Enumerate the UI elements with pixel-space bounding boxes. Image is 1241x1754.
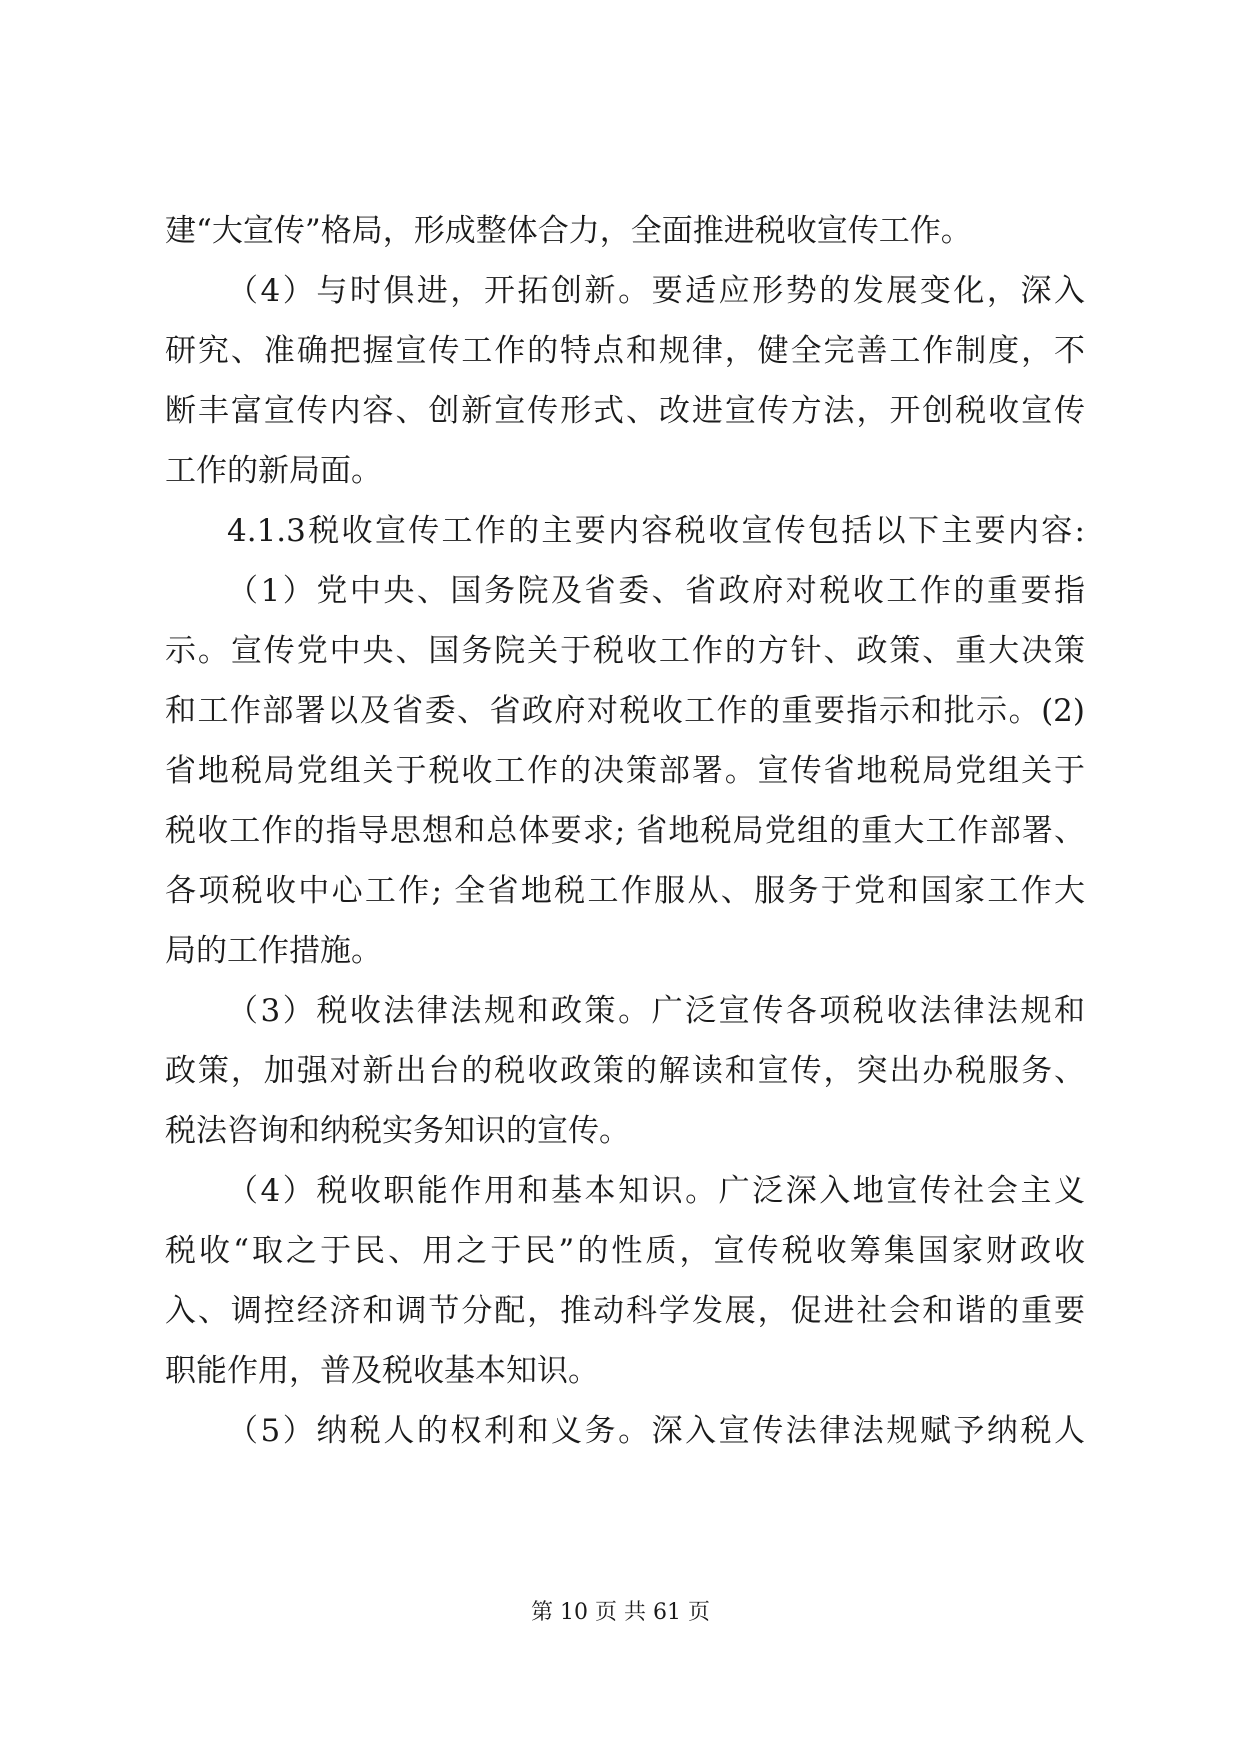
paragraph-line: 省地税局党组关于税收工作的决策部署。宣传省地税局党组关于: [165, 753, 1085, 789]
paragraph-line: （4）税收职能作用和基本知识。广泛深入地宣传社会主义: [227, 1173, 1085, 1209]
paragraph-line: 断丰富宣传内容、创新宣传形式、改进宣传方法，开创税收宣传: [165, 393, 1085, 429]
paragraph-line: 和工作部署以及省委、省政府对税收工作的重要指示和批示。(2): [165, 693, 1085, 729]
paragraph-line: （3）税收法律法规和政策。广泛宣传各项税收法律法规和: [227, 993, 1085, 1029]
paragraph-line: （1）党中央、国务院及省委、省政府对税收工作的重要指: [227, 573, 1085, 609]
paragraph-line: 研究、准确把握宣传工作的特点和规律，健全完善工作制度，不: [165, 333, 1085, 369]
paragraph-line: 工作的新局面。: [165, 453, 382, 489]
paragraph-line: 4.1.3税收宣传工作的主要内容税收宣传包括以下主要内容:: [227, 513, 1085, 549]
paragraph-line: 政策，加强对新出台的税收政策的解读和宣传，突出办税服务、: [165, 1053, 1085, 1089]
paragraph-line: （4）与时俱进，开拓创新。要适应形势的发展变化，深入: [227, 273, 1085, 309]
paragraph-line: 入、调控经济和调节分配，推动科学发展，促进社会和谐的重要: [165, 1293, 1085, 1329]
paragraph-line: 建“大宣传”格局，形成整体合力，全面推进税收宣传工作。: [165, 213, 972, 249]
page-number-footer: 第 10 页 共 61 页: [531, 1600, 710, 1625]
paragraph-line: 局的工作措施。: [165, 933, 382, 969]
paragraph-line: 职能作用，普及税收基本知识。: [165, 1353, 599, 1389]
paragraph-line: 税收“取之于民、用之于民”的性质，宣传税收筹集国家财政收: [165, 1233, 1085, 1269]
paragraph-line: 示。宣传党中央、国务院关于税收工作的方针、政策、重大决策: [165, 633, 1085, 669]
paragraph-line: 税法咨询和纳税实务知识的宣传。: [165, 1113, 630, 1149]
paragraph-line: 各项税收中心工作; 全省地税工作服从、服务于党和国家工作大: [165, 873, 1085, 909]
paragraph-line: 税收工作的指导思想和总体要求; 省地税局党组的重大工作部署、: [165, 813, 1085, 849]
paragraph-line: （5）纳税人的权利和义务。深入宣传法律法规赋予纳税人: [227, 1413, 1085, 1449]
